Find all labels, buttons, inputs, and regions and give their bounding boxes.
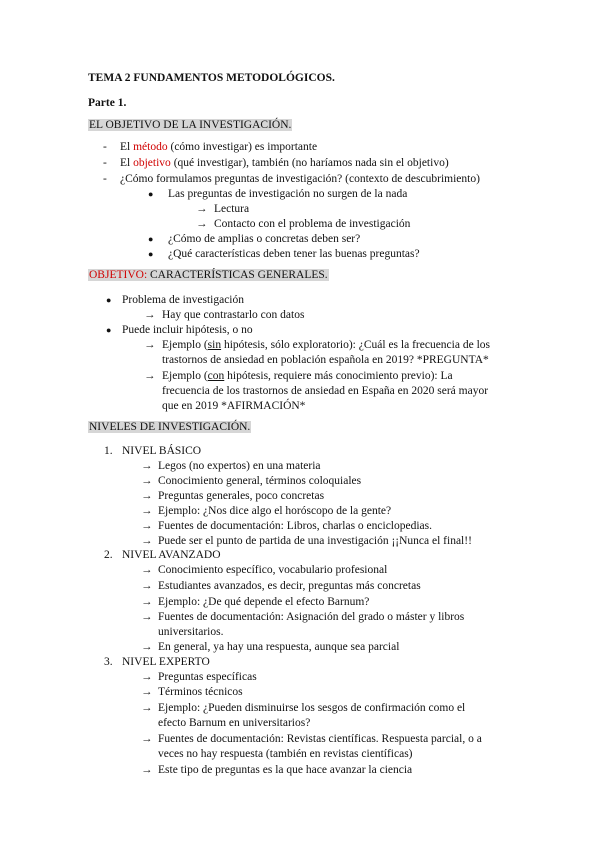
bullet-icon: ● bbox=[148, 249, 154, 259]
arrow-icon: → bbox=[141, 520, 153, 532]
dash-marker: - bbox=[103, 157, 107, 169]
document-title: TEMA 2 FUNDAMENTOS METODOLÓGICOS. bbox=[88, 72, 335, 84]
list-item: Puede ser el punto de partida de una investigación ¡¡Nunca el final!! bbox=[158, 535, 472, 547]
list-number: 2. bbox=[104, 549, 113, 561]
arrow-icon: → bbox=[141, 641, 153, 653]
list-item: Fuentes de documentación: Libros, charlas o enciclopedias. bbox=[158, 520, 432, 532]
list-item: Ejemplo: ¿Pueden disminuirse los sesgos de confirmación como el bbox=[158, 702, 466, 714]
arrow-icon: → bbox=[196, 203, 208, 215]
list-item: Términos técnicos bbox=[158, 686, 243, 698]
list-item: Ejemplo: ¿De qué depende el efecto Barnum? bbox=[158, 596, 370, 608]
arrow-icon: → bbox=[141, 611, 153, 623]
list-item-continuation: efecto Barnum en universitarios? bbox=[158, 717, 311, 729]
arrow-icon: → bbox=[141, 733, 153, 745]
arrow-icon: → bbox=[141, 764, 153, 776]
arrow-icon: → bbox=[141, 596, 153, 608]
bullet-icon: ● bbox=[106, 325, 112, 335]
list-item: Preguntas generales, poco concretas bbox=[158, 490, 325, 502]
list-item: Puede incluir hipótesis, o no bbox=[122, 324, 253, 336]
list-item: Conocimiento específico, vocabulario profesional bbox=[158, 564, 388, 576]
list-item: Problema de investigación bbox=[122, 294, 244, 306]
arrow-icon: → bbox=[144, 309, 156, 321]
dash-marker: - bbox=[103, 173, 107, 185]
arrow-icon: → bbox=[141, 490, 153, 502]
list-item: ¿Cómo de amplias o concretas deben ser? bbox=[168, 233, 361, 245]
list-item: El método (cómo investigar) es importante bbox=[120, 141, 318, 153]
level-heading: NIVEL BÁSICO bbox=[122, 445, 202, 457]
list-item: Legos (no expertos) en una materia bbox=[158, 460, 321, 472]
level-heading: NIVEL EXPERTO bbox=[122, 656, 210, 668]
section-heading-niveles: NIVELES DE INVESTIGACIÓN. bbox=[89, 421, 251, 433]
arrow-icon: → bbox=[141, 475, 153, 487]
list-item: Las preguntas de investigación no surgen de la nada bbox=[168, 188, 408, 200]
list-item-continuation: frecuencia de los trastornos de ansiedad en España en 2020 será mayor bbox=[162, 385, 489, 397]
list-item: Contacto con el problema de investigación bbox=[214, 218, 411, 230]
bullet-icon: ● bbox=[106, 295, 112, 305]
list-item: Estudiantes avanzados, es decir, preguntas más concretas bbox=[158, 580, 421, 592]
arrow-icon: → bbox=[141, 702, 153, 714]
arrow-icon: → bbox=[144, 339, 156, 351]
section-heading-caracteristicas: OBJETIVO: CARACTERÍSTICAS GENERALES. bbox=[89, 269, 328, 281]
bullet-icon: ● bbox=[148, 234, 154, 244]
list-item: Hay que contrastarlo con datos bbox=[162, 309, 305, 321]
list-item: El objetivo (qué investigar), también (no haríamos nada sin el objetivo) bbox=[120, 157, 449, 169]
dash-marker: - bbox=[103, 141, 107, 153]
arrow-icon: → bbox=[141, 686, 153, 698]
list-item-continuation: que en 2019 *AFIRMACIÓN* bbox=[162, 400, 306, 412]
arrow-icon: → bbox=[141, 564, 153, 576]
list-item: ¿Cómo formulamos preguntas de investigación? (contexto de descubrimiento) bbox=[120, 173, 480, 185]
list-item-continuation: universitarios. bbox=[158, 626, 224, 638]
arrow-icon: → bbox=[141, 505, 153, 517]
arrow-icon: → bbox=[141, 580, 153, 592]
list-item: Ejemplo: ¿Nos dice algo el horóscopo de la gente? bbox=[158, 505, 392, 517]
list-item: Ejemplo (sin hipótesis, sólo exploratorio): ¿Cuál es la frecuencia de los bbox=[162, 339, 490, 351]
list-number: 1. bbox=[104, 445, 113, 457]
arrow-icon: → bbox=[141, 535, 153, 547]
level-heading: NIVEL AVANZADO bbox=[122, 549, 221, 561]
list-item-continuation: veces no hay respuesta (también en revistas científicas) bbox=[158, 748, 413, 760]
section-heading-objetivo: EL OBJETIVO DE LA INVESTIGACIÓN. bbox=[89, 119, 292, 131]
list-item: En general, ya hay una respuesta, aunque sea parcial bbox=[158, 641, 400, 653]
arrow-icon: → bbox=[196, 218, 208, 230]
arrow-icon: → bbox=[141, 460, 153, 472]
list-item: Preguntas específicas bbox=[158, 671, 257, 683]
list-item: Este tipo de preguntas es la que hace avanzar la ciencia bbox=[158, 764, 413, 776]
list-item: Conocimiento general, términos coloquiales bbox=[158, 475, 362, 487]
part-label: Parte 1. bbox=[88, 97, 127, 109]
list-item: Lectura bbox=[214, 203, 250, 215]
list-item: Fuentes de documentación: Asignación del grado o máster y libros bbox=[158, 611, 465, 623]
list-item: Fuentes de documentación: Revistas científicas. Respuesta parcial, o a bbox=[158, 733, 482, 745]
list-item-continuation: trastornos de ansiedad en población española en 2019? *PREGUNTA* bbox=[162, 354, 489, 366]
list-number: 3. bbox=[104, 656, 113, 668]
arrow-icon: → bbox=[144, 370, 156, 382]
bullet-icon: ● bbox=[148, 189, 154, 199]
list-item: Ejemplo (con hipótesis, requiere más conocimiento previo): La bbox=[162, 370, 453, 382]
list-item: ¿Qué características deben tener las buenas preguntas? bbox=[168, 248, 420, 260]
arrow-icon: → bbox=[141, 671, 153, 683]
